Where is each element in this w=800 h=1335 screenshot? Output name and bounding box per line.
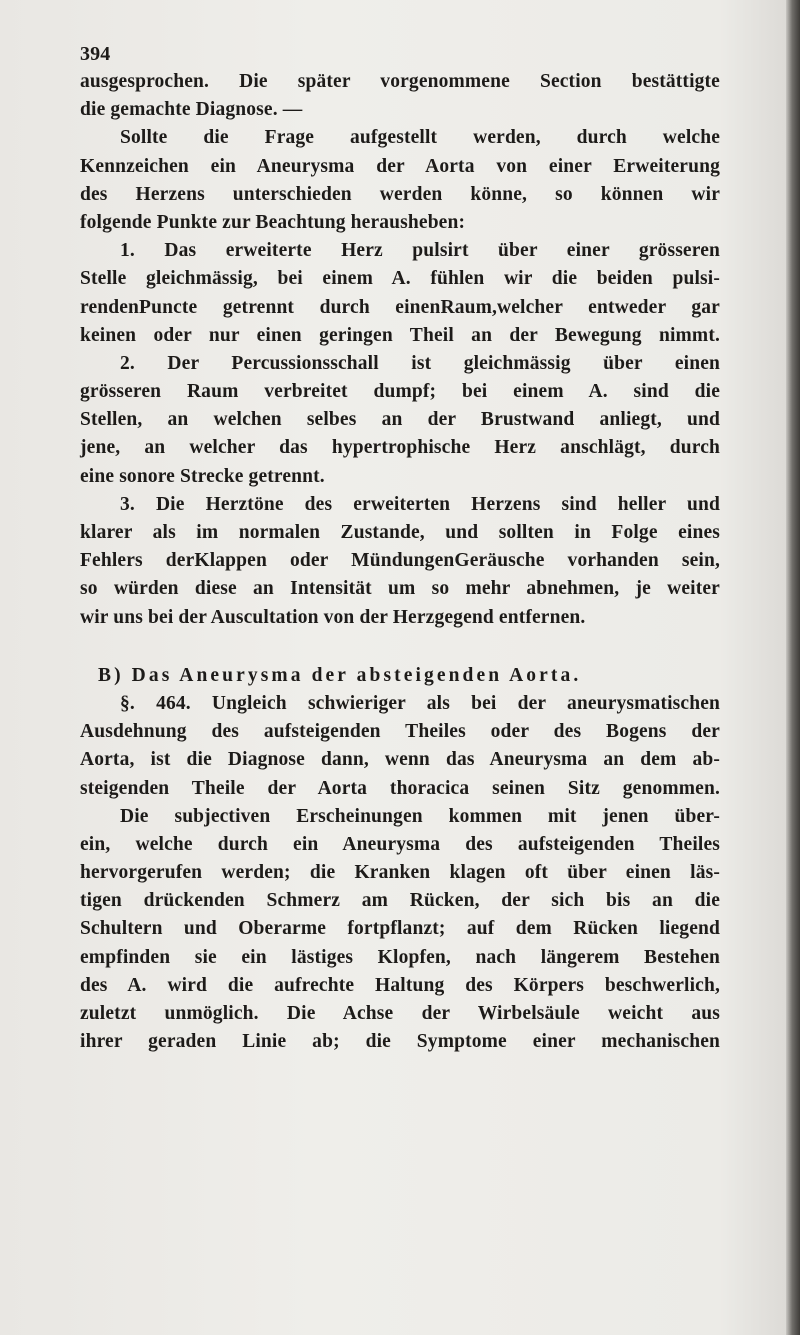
text-line: des Herzens unterschieden werden könne, so können wir: [80, 183, 720, 205]
text-line: empfinden sie ein lästiges Klopfen, nach längerem Bestehen: [80, 946, 720, 968]
text-line: Aorta, ist die Diagnose dann, wenn das Aneurysma an dem ab-: [80, 749, 720, 771]
text-line: 2. Der Percussionsschall ist gleichmässig über einen: [120, 352, 720, 374]
text-line: Stelle gleichmässig, bei einem A. fühlen wir die beiden pulsi-: [80, 268, 720, 290]
text-line: keinen oder nur einen geringen Theil an der Bewegung nimmt.: [80, 324, 720, 346]
text-line: Schultern und Oberarme fortpflanzt; auf dem Rücken liegend: [80, 918, 720, 940]
text-line: wir uns bei der Auscultation von der Herzgegend entfernen.: [80, 606, 586, 628]
text-line: Die subjectiven Erscheinungen kommen mit jenen über-: [120, 805, 720, 827]
text-line: zuletzt unmöglich. Die Achse der Wirbelsäule weicht aus: [80, 1003, 720, 1024]
text-line: ein, welche durch ein Aneurysma des aufsteigenden Theiles: [80, 833, 720, 855]
text-line: ihrer geraden Linie ab; die Symptome einer mechanischen: [80, 1031, 720, 1053]
text-line: 1. Das erweiterte Herz pulsirt über einer grösseren: [120, 240, 720, 262]
section-heading: B) Das Aneurysma der absteigenden Aorta.: [98, 664, 582, 686]
text-line: folgende Punkte zur Beachtung herausheben:: [80, 211, 466, 233]
text-line: die gemachte Diagnose. —: [80, 99, 303, 121]
text-line: grösseren Raum verbreitet dumpf; bei einem A. sind die: [80, 381, 720, 403]
text-line: des A. wird die aufrechte Haltung des Körpers beschwerlich,: [80, 974, 720, 996]
text-line: steigenden Theile der Aorta thoracica seinen Sitz genommen.: [80, 777, 720, 799]
text-line: Ausdehnung des aufsteigenden Theiles oder des Bogens der: [80, 721, 720, 743]
text-line: Stellen, an welchen selbes an der Brustwand anliegt, und: [80, 409, 720, 431]
text-line: jene, an welcher das hypertrophische Herz anschlägt, durch: [80, 437, 720, 459]
page-number: 394: [80, 43, 111, 65]
text-line: rendenPuncte getrennt durch einenRaum,welcher entweder gar: [80, 296, 720, 318]
text-line: eine sonore Strecke getrennt.: [80, 465, 325, 487]
text-line: §. 464. Ungleich schwieriger als bei der aneurysmatischen: [120, 692, 720, 714]
text-line: Sollte die Frage aufgestellt werden, durch welche: [120, 127, 720, 149]
section-gap: [80, 632, 720, 662]
page-text: [80, 40, 720, 1056]
text-line: so würden diese an Intensität um so mehr abnehmen, je weiter: [80, 578, 720, 600]
text-line: ausgesprochen. Die später vorgenommene Section bestättigte: [80, 71, 720, 92]
text-line: klarer als im normalen Zustande, und sollten in Folge eines: [80, 522, 720, 543]
book-edge-shadow: [786, 0, 800, 1335]
text-line: tigen drückenden Schmerz am Rücken, der sich bis an die: [80, 890, 720, 912]
text-line: Kennzeichen ein Aneurysma der Aorta von einer Erweiterung: [80, 155, 720, 177]
text-line: Fehlers derKlappen oder MündungenGeräusche vorhanden sein,: [80, 550, 720, 572]
text-line: hervorgerufen werden; die Kranken klagen oft über einen läs-: [80, 862, 720, 884]
text-line: 3. Die Herztöne des erweiterten Herzens sind heller und: [120, 493, 720, 515]
